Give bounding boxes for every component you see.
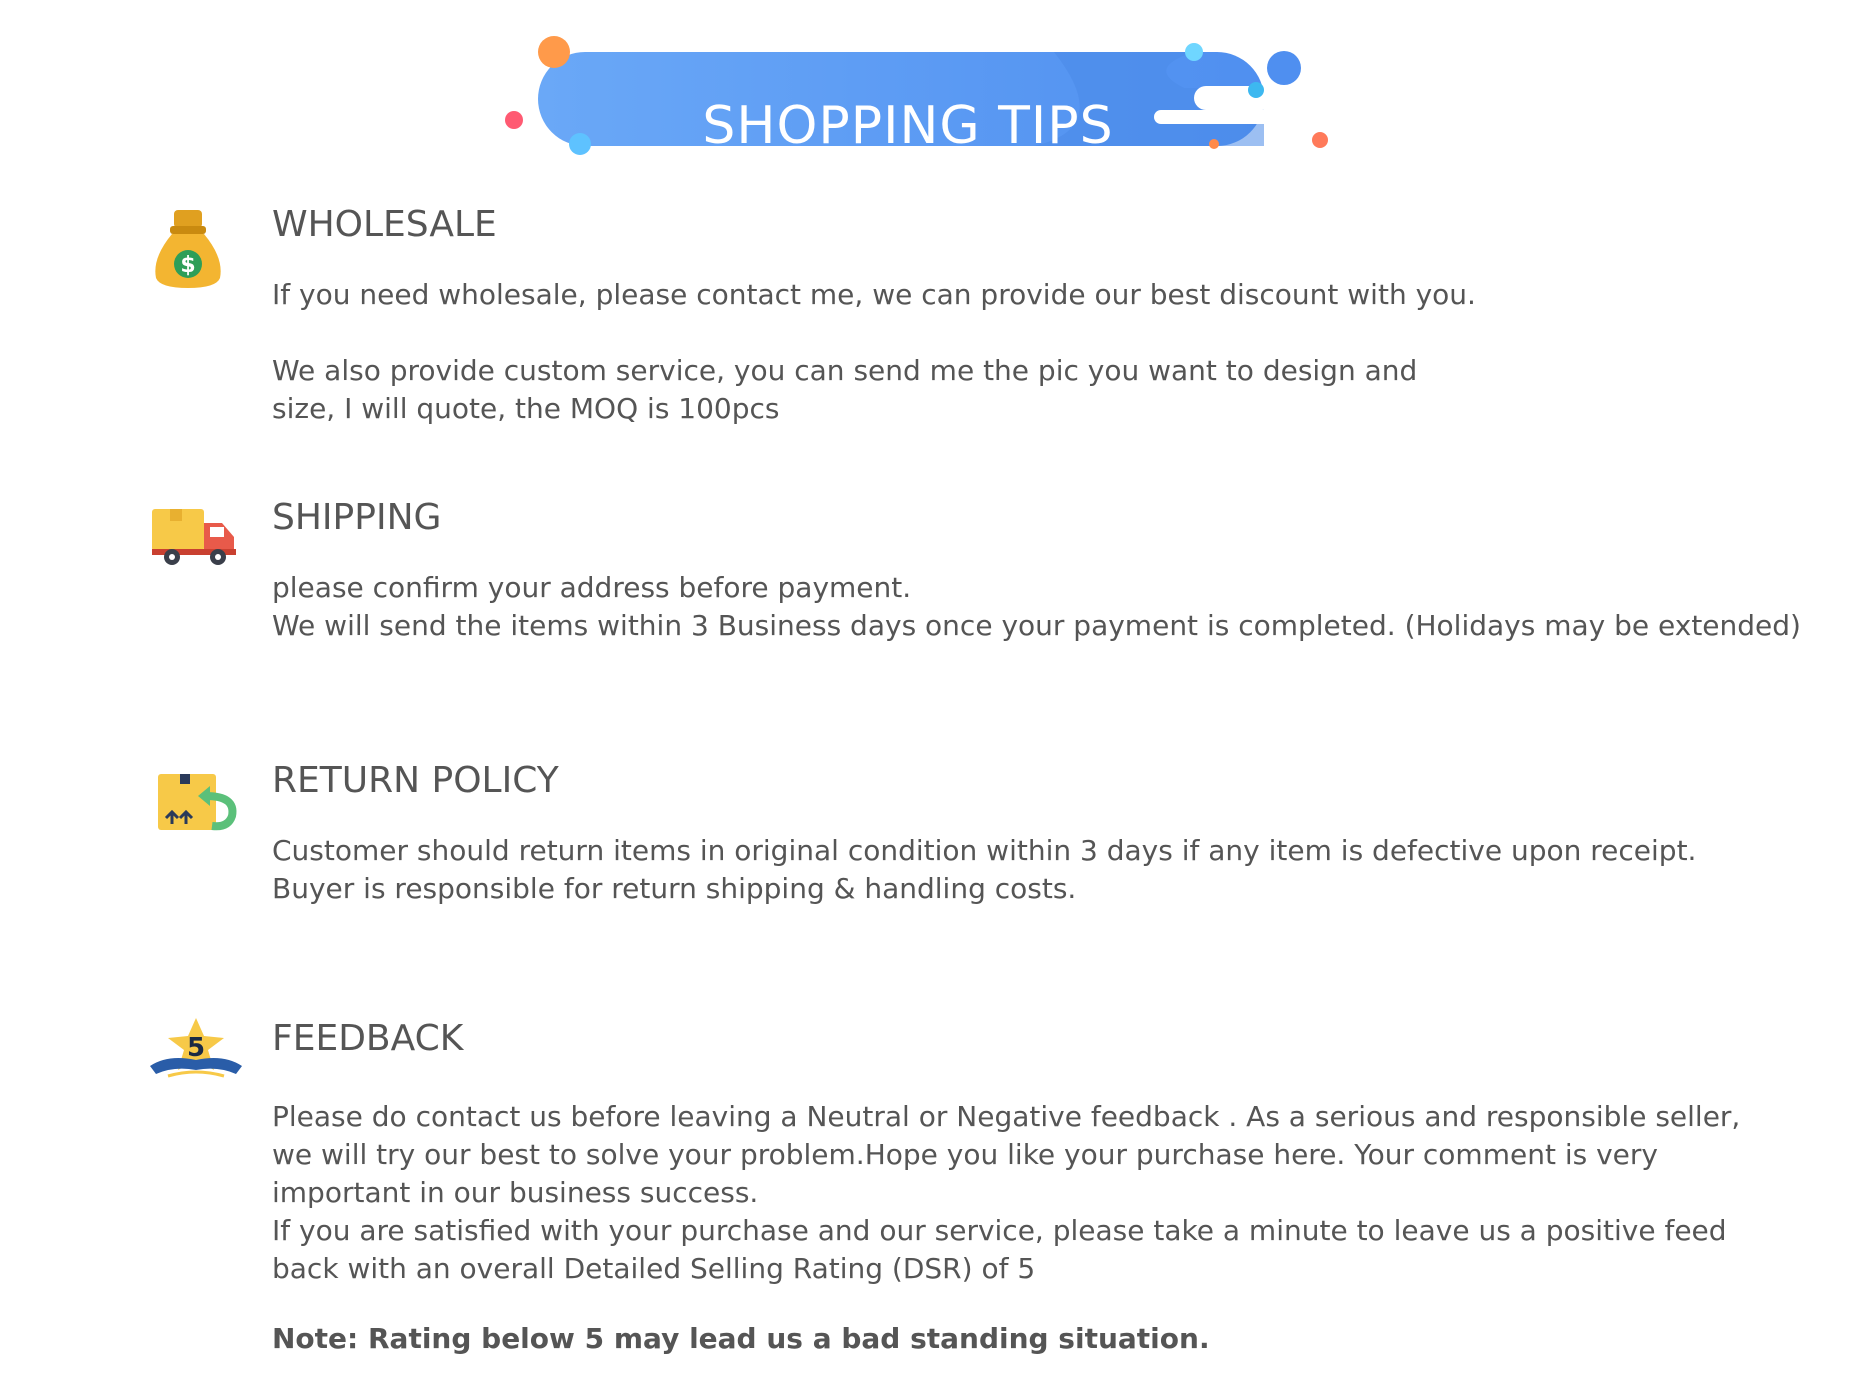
money-bag-icon	[150, 208, 226, 294]
shopping-tips-banner	[494, 28, 1346, 168]
section-title: SHIPPING	[272, 497, 442, 538]
section-paragraph: We will send the items within 3 Business days once your payment is completed. (Holidays may be extended)	[272, 609, 1801, 642]
section-title: WHOLESALE	[272, 204, 497, 245]
section-paragraph: Please do contact us before leaving a Neutral or Negative feedback . As a serious and responsible seller, we will try our best to solve your problem.Hope you like your purchase here. Your comment is very important in our business success.	[272, 1100, 1741, 1209]
section-paragraph: Customer should return items in original condition within 3 days if any item is defective upon receipt. Buyer is responsible for return shipping & handling costs.	[272, 834, 1697, 905]
return-box-icon	[150, 766, 240, 840]
section-paragraph: please confirm your address before payment.	[272, 571, 912, 604]
section-paragraph: If you need wholesale, please contact me, we can provide our best discount with you.	[272, 278, 1476, 311]
svg-text:$: $	[180, 253, 196, 278]
section-title: FEEDBACK	[272, 1018, 464, 1059]
section-paragraph: If you are satisfied with your purchase and our service, please take a minute to leave us a positive feedback with an overall Detailed Selling Rating (DSR) of 5	[272, 1214, 1727, 1285]
banner-title: SHOPPING TIPS	[702, 96, 1114, 156]
section-paragraph: We also provide custom service, you can send me the pic you want to design and size, I will quote, the MOQ is 100pcs	[272, 354, 1418, 425]
rating-note: Note: Rating below 5 may lead us a bad standing situation.	[272, 1322, 1210, 1355]
five-star-rating-icon	[148, 1016, 248, 1090]
delivery-truck-icon	[150, 503, 240, 577]
rating-number: 5	[186, 1033, 206, 1063]
section-title: RETURN POLICY	[272, 760, 559, 801]
